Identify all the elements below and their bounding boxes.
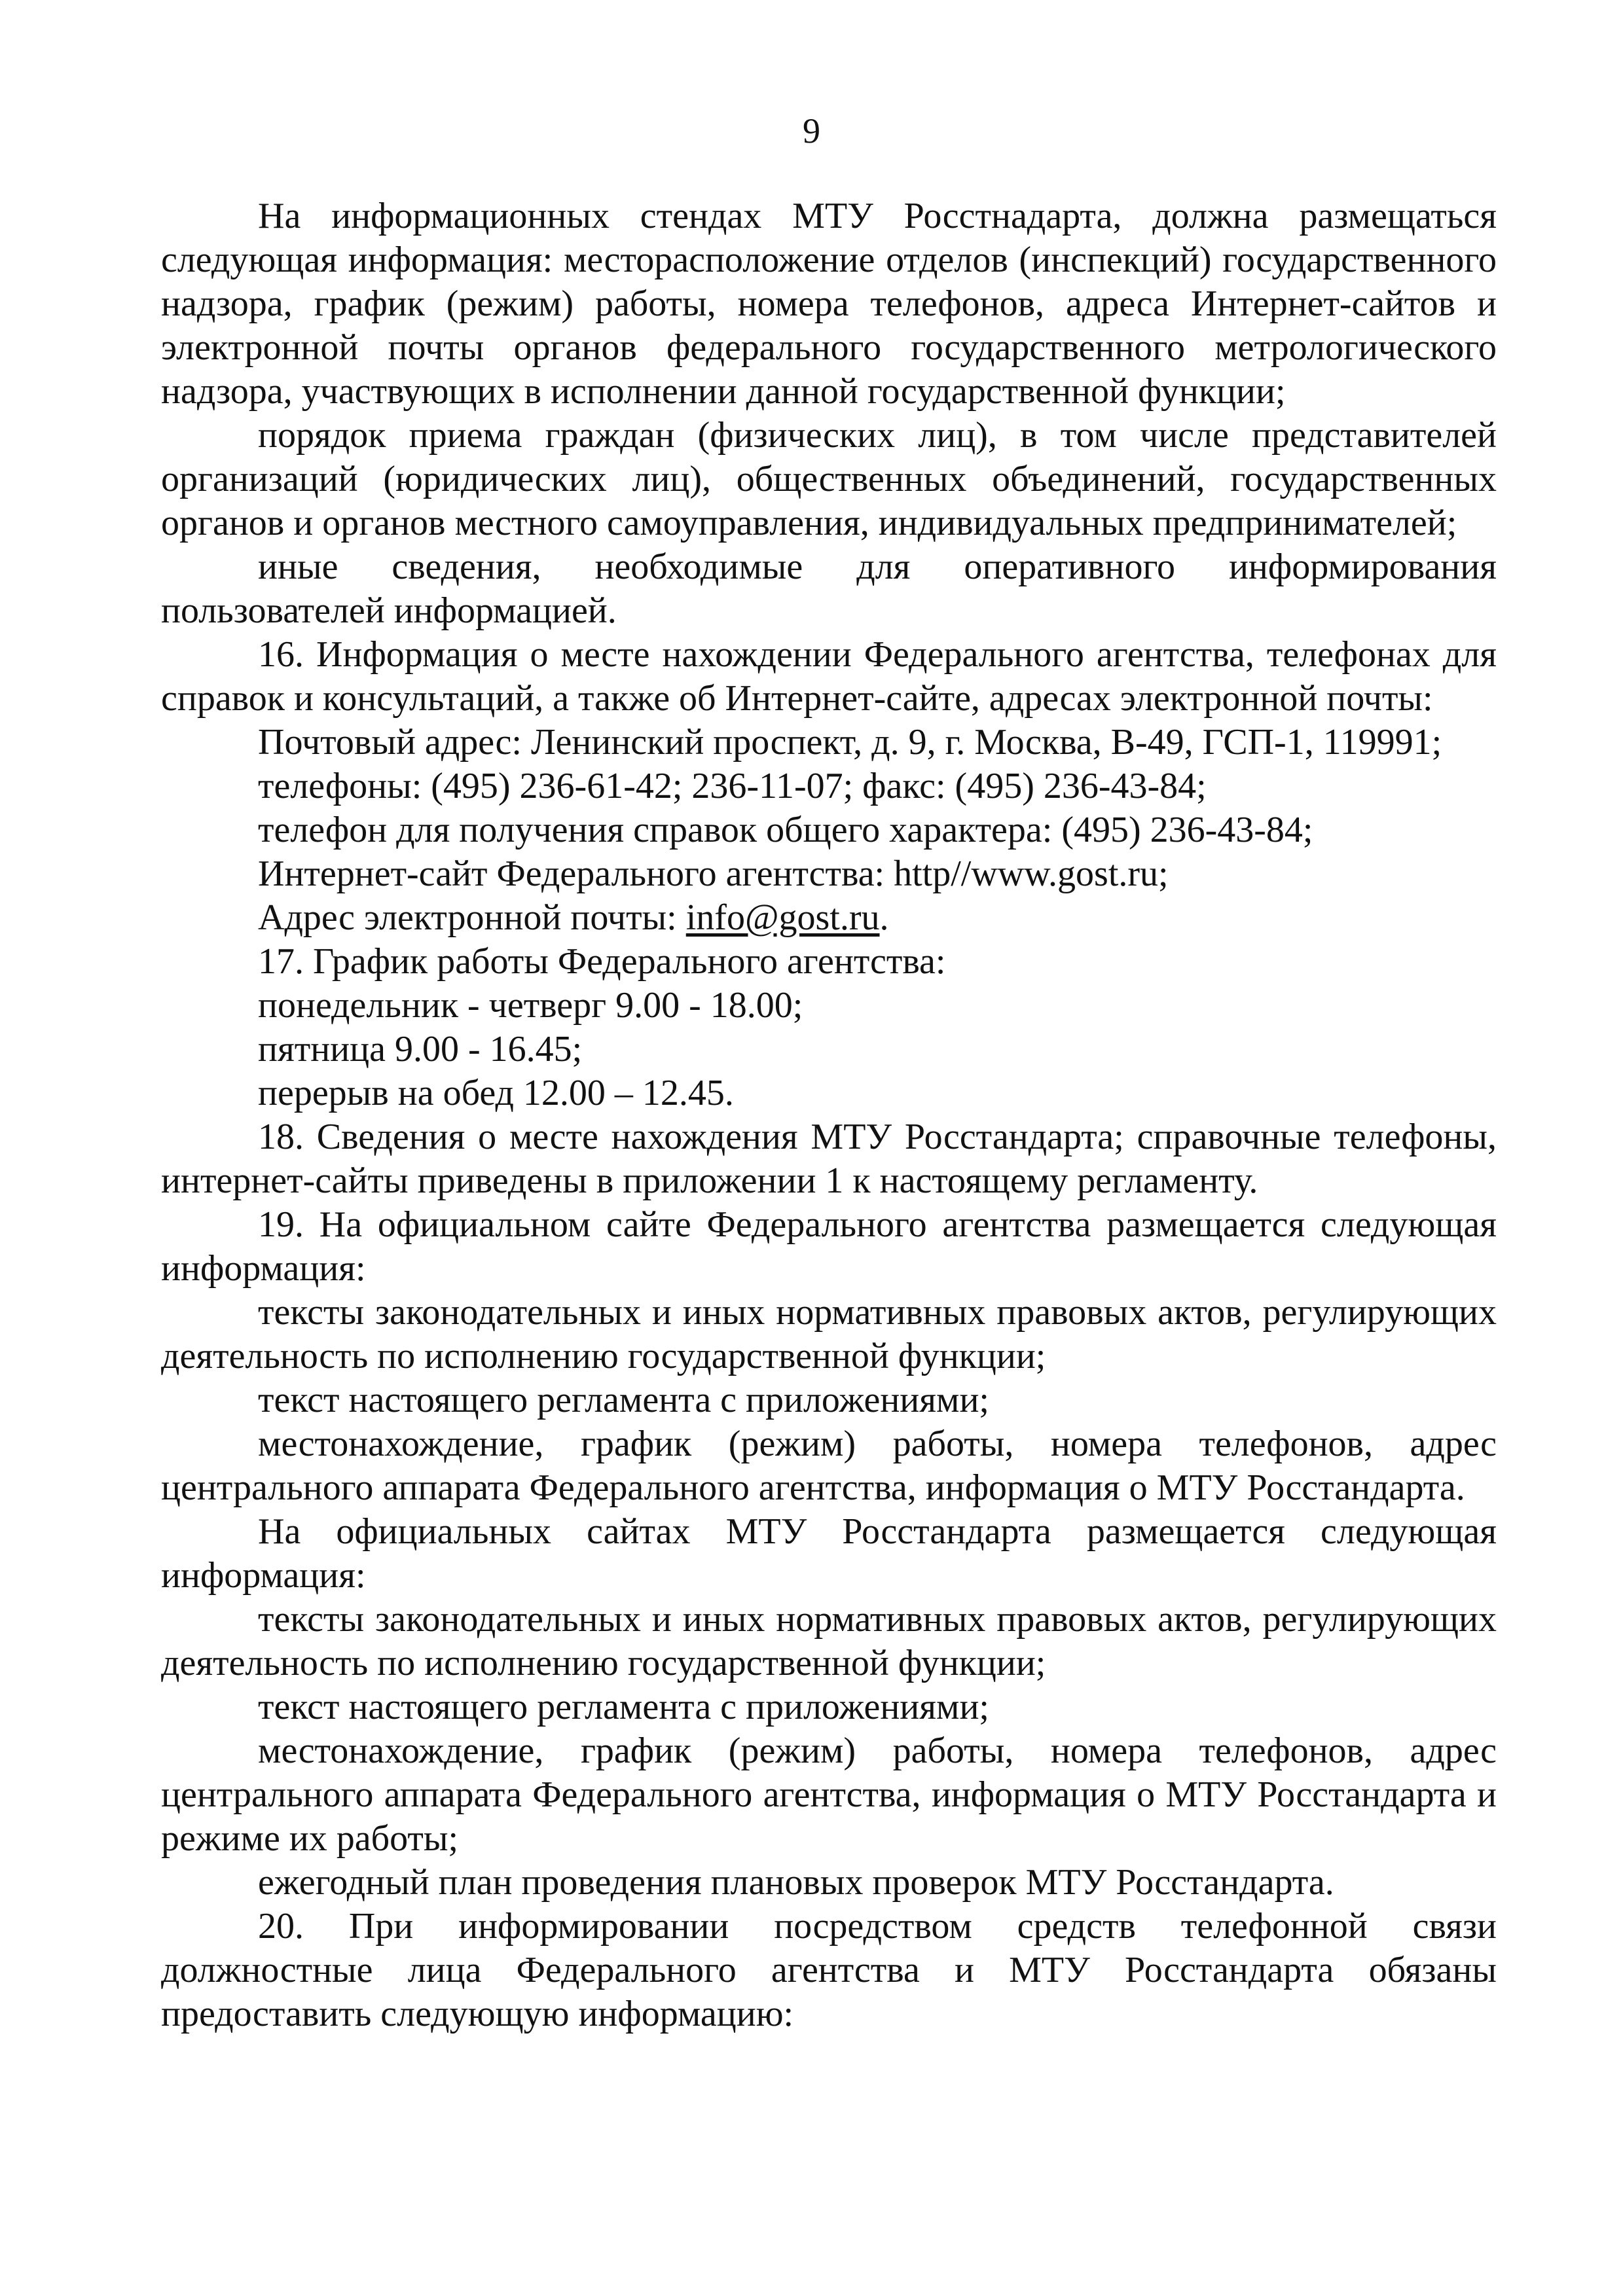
paragraph-text: понедельник - четверг 9.00 - 18.00; [258,985,803,1026]
paragraph [161,1905,1497,2036]
paragraph [161,1510,1497,1598]
paragraph-text: текст настоящего регламента с приложениями; [258,1687,989,1727]
paragraph-text: 18. Сведения о месте нахождения МТУ Росстандарта; справочные телефоны, интернет-сайты приведены в приложении 1 к настоящему регламенту. [161,1117,1497,1201]
paragraph [161,1598,1497,1685]
paragraph-text: 20. При информировании посредством средств телефонной связи должностные лица Федерального агентства и МТУ Росстандарта обязаны предоставить следующую информацию: [161,1906,1497,2034]
paragraph-text: текст настоящего регламента с приложениями; [258,1380,989,1420]
paragraph [161,1028,1497,1071]
paragraph [161,984,1497,1028]
paragraph-text: телефон для получения справок общего характера: (495) 236-43-84; [258,810,1313,850]
paragraph [161,1203,1497,1291]
paragraph-text: телефоны: (495) 236-61-42; 236-11-07; факс: (495) 236-43-84; [258,766,1207,806]
paragraph-text: тексты законодательных и иных нормативных правовых актов, регулирующих деятельность по исполнению государственной функции; [161,1599,1497,1683]
paragraph [161,721,1497,764]
paragraph [161,1685,1497,1729]
paragraph [161,1861,1497,1905]
paragraph [161,808,1497,852]
paragraph [161,1291,1497,1378]
paragraph [161,1115,1497,1203]
paragraph [161,414,1497,545]
paragraph-text: 17. График работы Федерального агентства: [258,941,946,982]
paragraph [161,1422,1497,1510]
paragraph-text: На информационных стендах МТУ Росстнадарта, должна размещаться следующая информация: месторасположение отделов (инспекций) государственного надзора, график (режим) работы, номера телефонов, адреса Интернет-сайтов и электронной почты органов федерального государственного метрологического надзора, участвующих в исполнении данной государственной функции; [161,196,1497,412]
paragraph-text: Интернет-сайт Федерального агентства: http//www.gost.ru; [258,853,1169,894]
paragraph [161,1378,1497,1422]
paragraph [161,764,1497,808]
paragraph-text: ежегодный план проведения плановых проверок МТУ Росстандарта. [258,1862,1334,1903]
paragraph-text: Почтовый адрес: Ленинский проспект, д. 9, г. Москва, В-49, ГСП-1, 119991; [258,722,1442,762]
paragraph [161,1071,1497,1115]
page-number: 9 [803,111,820,151]
paragraph-text: порядок приема граждан (физических лиц), в том числе представителей организаций (юридических лиц), общественных объединений, государственных органов и органов местного самоуправления, индивидуальных предпринимателей; [161,415,1497,543]
paragraph [161,896,1497,940]
paragraph-text: 16. Информация о месте нахождении Федерального агентства, телефонах для справок и консультаций, а также об Интернет-сайте, адресах электронной почты: [161,634,1497,719]
paragraph [161,1729,1497,1861]
paragraph-text: На официальных сайтах МТУ Росстандарта размещается следующая информация: [161,1511,1497,1596]
paragraph-text: местонахождение, график (режим) работы, номера телефонов, адрес центрального аппарата Федерального агентства, информация о МТУ Росстандарта и режиме их работы; [161,1731,1497,1859]
paragraph-text: перерыв на обед 12.00 – 12.45. [258,1073,734,1113]
paragraph-text-end: . [879,897,889,938]
paragraph [161,633,1497,721]
paragraph [161,940,1497,984]
email-link[interactable]: info@gost.ru [685,897,880,938]
paragraph-text: тексты законодательных и иных нормативных правовых актов, регулирующих деятельность по исполнению государственной функции; [161,1292,1497,1376]
paragraph [161,852,1497,896]
paragraph-text: Адрес электронной почты: [258,897,686,938]
paragraph-text: иные сведения, необходимые для оперативного информирования пользователей информацией. [161,547,1497,631]
document-body [161,194,1497,2036]
paragraph-text: пятница 9.00 - 16.45; [258,1029,583,1069]
paragraph [161,545,1497,633]
paragraph [161,194,1497,414]
paragraph-text: 19. На официальном сайте Федерального агентства размещается следующая информация: [161,1204,1497,1289]
paragraph-text: местонахождение, график (режим) работы, номера телефонов, адрес центрального аппарата Федерального агентства, информация о МТУ Росстандарта. [161,1424,1497,1508]
